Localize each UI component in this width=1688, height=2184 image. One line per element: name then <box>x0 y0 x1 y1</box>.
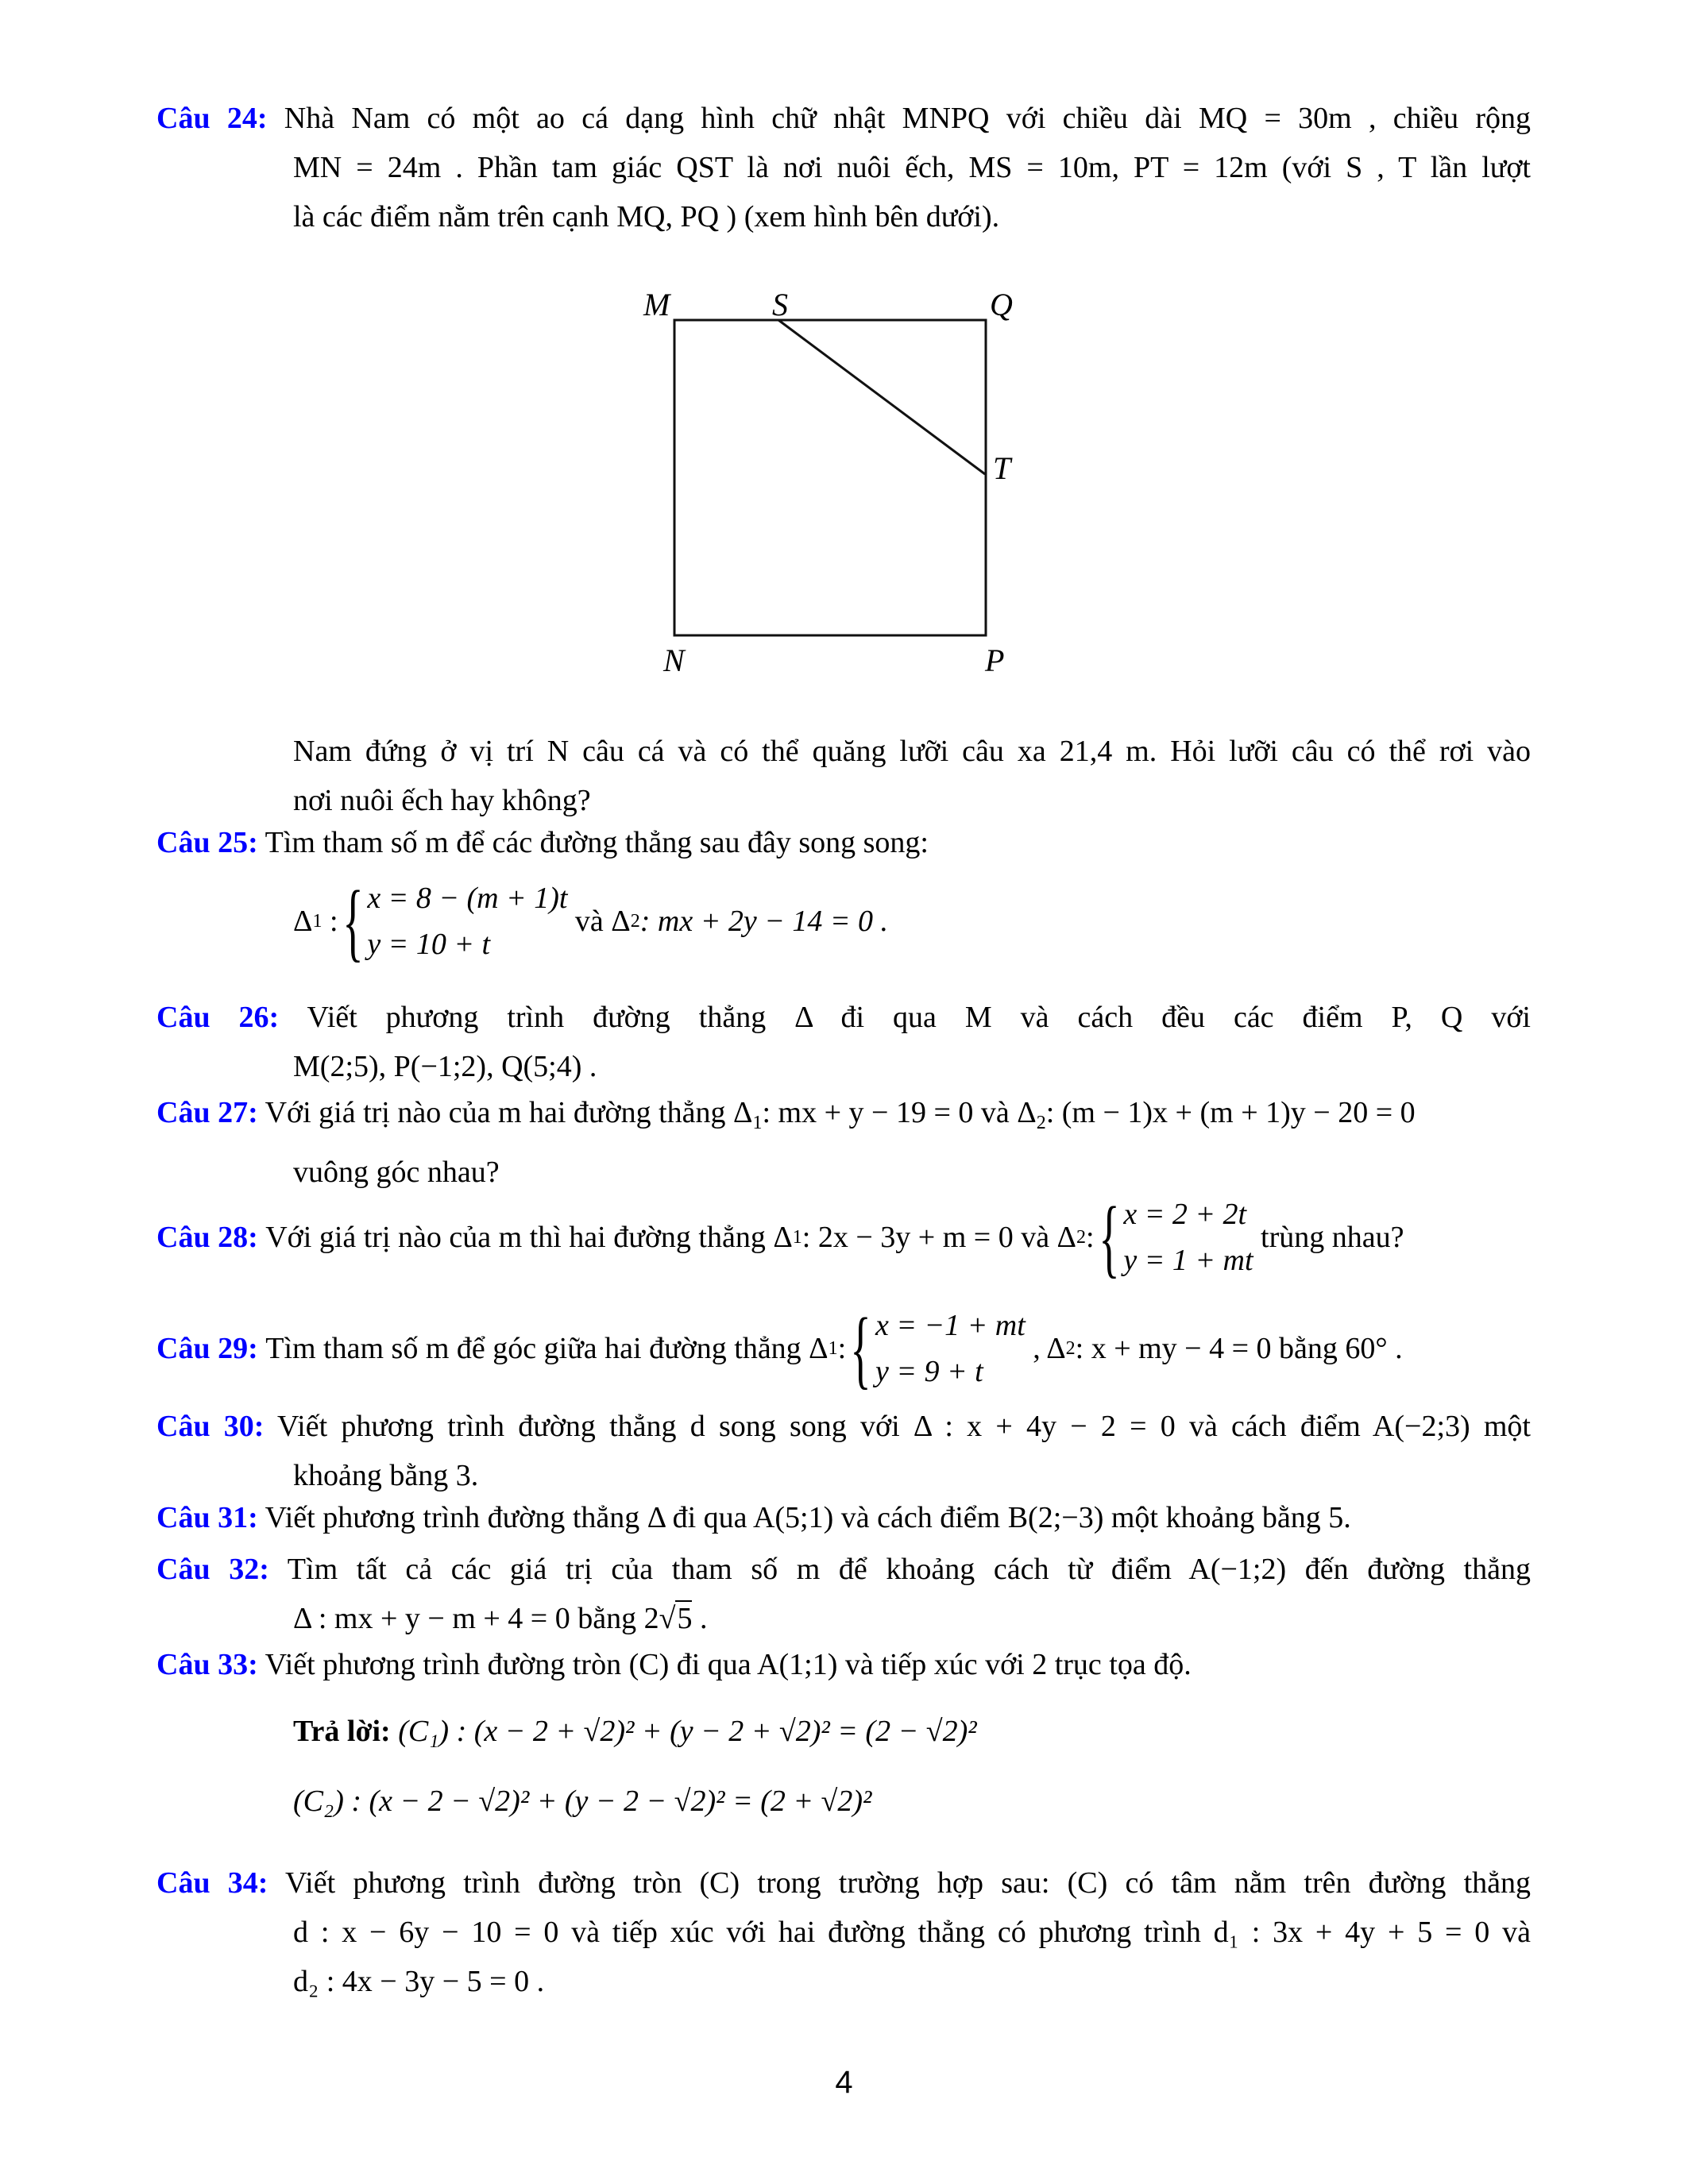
question-27: Câu 27: Với giá trị nào của m hai đường thẳng $\Delta_1$: mx + y − 19 = 0 và $\Delta_2$: (m − 1)x + (m + 1)y − 20 = 0 vuông góc nhau? <box>156 1088 1531 1197</box>
answer-c2: (C₂) : (x − 2 − √2)² + (y − 2 − √2)² = (2 + √2)² <box>293 1785 872 1818</box>
question-25: Câu 25: Tìm tham số m để các đường thẳng sau đây song song: Δ 1 : { x = 8 − (m + 1)t y = 10 + t và Δ 2 : mx + 2y − 14 = 0 . <box>156 826 929 970</box>
question-text: khoảng bằng 3. <box>293 1459 479 1492</box>
question-text: MN = 24m . Phần tam giác QST là nơi nuôi ếch, MS = 10m, PT = 12m (với S , T lần lượt <box>293 151 1531 184</box>
rectangle-mnpq <box>674 320 986 635</box>
question-label: Câu 25: <box>156 826 258 859</box>
answer-c1: (C₁) : (x − 2 + √2)² + (y − 2 + √2)² = (2 − √2)² <box>398 1715 977 1748</box>
question-33 <box>156 1640 1531 1826</box>
question-text: vuông góc nhau? <box>293 1156 500 1189</box>
label-s: S <box>772 287 788 322</box>
question-31 <box>156 1493 1531 1542</box>
question-label: Câu 28: <box>156 1221 258 1254</box>
question-label: Câu 31: <box>156 1501 258 1534</box>
question-text: M(2;5), P(−1;2), Q(5;4) . <box>293 1050 597 1083</box>
rectangle-diagram <box>620 270 1160 699</box>
label-n: N <box>663 642 685 678</box>
label-p: P <box>985 642 1005 678</box>
question-text: Nhà Nam có một ao cá dạng hình chữ nhật MNPQ với chiều dài MQ = 30m , chiều rộng <box>284 102 1531 135</box>
question-text: là các điểm nằm trên cạnh MQ, PQ ) (xem hình bên dưới). <box>293 200 1000 233</box>
page-number: 4 <box>835 2065 853 2100</box>
question-text: d : x − 6y − 10 = 0 và tiếp xúc với hai đường thẳng có phương trình d₁ : 3x + 4y + 5 = 0 và <box>293 1916 1531 1949</box>
pond-figure <box>620 270 1160 699</box>
question-text: Viết phương trình đường thẳng d song song với Δ : x + 4y − 2 = 0 và cách điểm A(−2;3) một <box>276 1410 1531 1443</box>
question-text: Viết phương trình đường thẳng Δ đi qua M và cách đều các điểm P, Q với <box>307 1001 1531 1034</box>
question-30 <box>156 1402 1531 1500</box>
answer-label: Trả lời: <box>293 1715 391 1748</box>
question-24-continued <box>156 727 1531 825</box>
question-text: Nam đứng ở vị trí N câu cá và có thể quăng lưỡi câu xa 21,4 m. Hỏi lưỡi câu có thể rơi vào <box>293 735 1531 768</box>
question-text: Tìm tất cả các giá trị của tham số m để khoảng cách từ điểm A(−1;2) đến đường thẳng <box>287 1553 1531 1586</box>
question-label: Câu 32: <box>156 1553 269 1586</box>
equation-system: x = −1 + mt y = 9 + t <box>875 1309 1026 1388</box>
label-t: T <box>993 450 1011 486</box>
equation-system: x = 8 − (m + 1)t y = 10 + t <box>367 882 568 961</box>
segment-st <box>778 320 985 474</box>
question-label: Câu 29: <box>156 1332 258 1365</box>
question-text: d₂ : 4x − 3y − 5 = 0 . <box>293 1965 545 1998</box>
label-m: M <box>643 287 670 322</box>
question-text: Tìm tham số m để các đường thẳng sau đây song song: <box>265 826 929 859</box>
question-label: Câu 30: <box>156 1410 265 1443</box>
question-34 <box>156 1858 1531 2006</box>
question-text: Viết phương trình đường thẳng Δ đi qua A(5;1) và cách điểm B(2;−3) một khoảng bằng 5. <box>265 1501 1351 1534</box>
question-text: Viết phương trình đường tròn (C) trong trường hợp sau: (C) có tâm nằm trên đường thẳng <box>284 1866 1532 1900</box>
question-label: Câu 24: <box>156 102 268 135</box>
question-28: Câu 28: Với giá trị nào của m thì hai đường thẳng Δ 1 : 2x − 3y + m = 0 và Δ 2 : { x = 2 + 2t y = 1 + mt trùng nhau? <box>156 1189 1404 1286</box>
question-text: nơi nuôi ếch hay không? <box>293 784 591 817</box>
question-label: Câu 33: <box>156 1648 258 1681</box>
question-text: Viết phương trình đường tròn (C) đi qua A(1;1) và tiếp xúc với 2 trục tọa độ. <box>265 1648 1192 1681</box>
question-24 <box>156 94 1531 241</box>
question-32: Câu 32: Tìm tất cả các giá trị của tham số m để khoảng cách từ điểm A(−1;2) đến đường thẳng Δ : mx + y − m + 4 = 0 bằng 2√5 . <box>156 1553 1531 1635</box>
label-q: Q <box>990 287 1013 322</box>
equation-system: x = 2 + 2t y = 1 + mt <box>1123 1198 1253 1277</box>
question-label: Câu 26: <box>156 1001 280 1034</box>
question-26 <box>156 993 1531 1091</box>
question-label: Câu 27: <box>156 1096 258 1129</box>
question-29: Câu 29: Tìm tham số m để góc giữa hai đường thẳng Δ 1 : { x = −1 + mt y = 9 + t , Δ 2 : x + my − 4 = 0 bằng 60° . <box>156 1300 1403 1397</box>
question-label: Câu 34: <box>156 1866 268 1900</box>
